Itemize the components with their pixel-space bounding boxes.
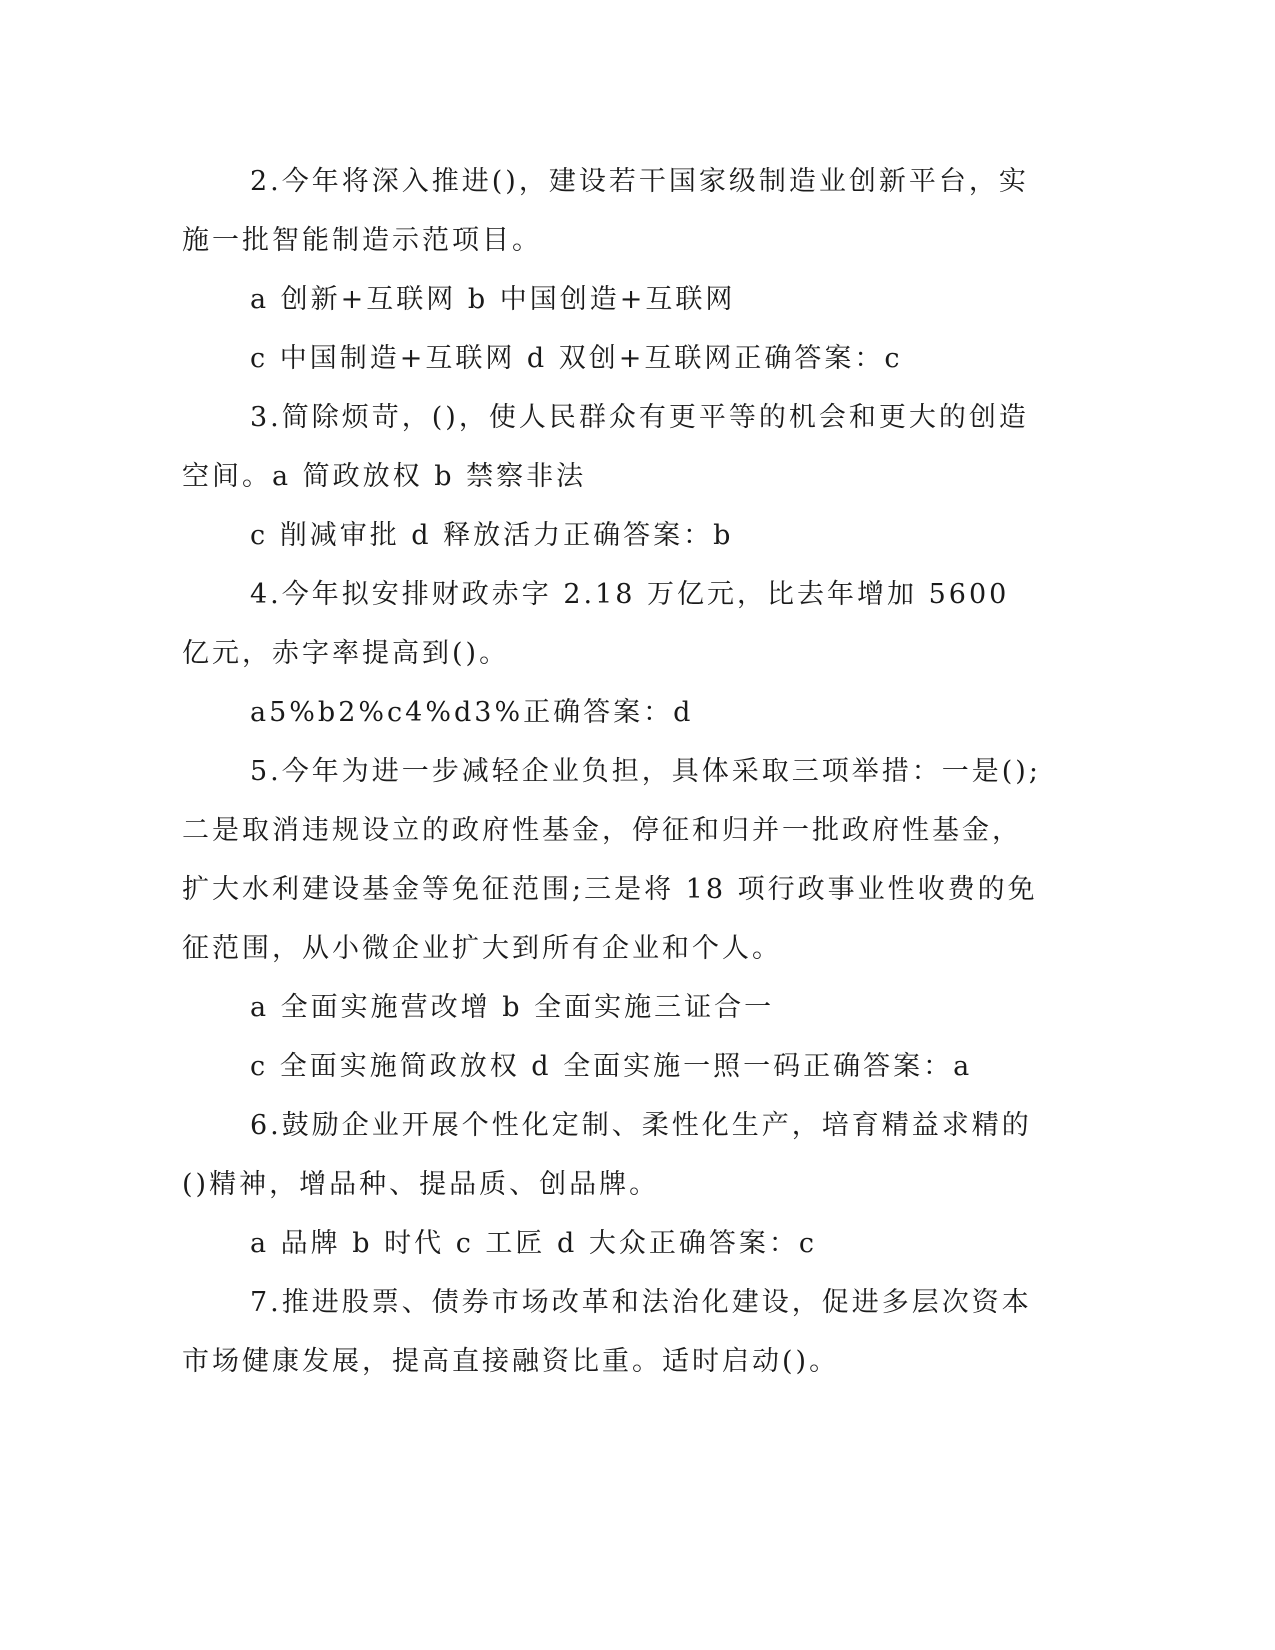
question-2-options-ab: a 创新+互联网 b 中国创造+互联网 [250,284,736,315]
question-5-stem: 5.今年为进一步减轻企业负担，具体采取三项举措：一是();二是取消违规设立的政府性基金，停征和归并一批政府性基金，扩大水利建设基金等免征范围;三是将 18 项行政事业性收费的免征范围，从小微企业扩大到所有企业和个人。 [182,756,1041,964]
question-6-options-answer: a 品牌 b 时代 c 工匠 d 大众正确答案：c [250,1228,817,1259]
document-body [182,152,1042,1391]
question-7-stem: 7.推进股票、债券市场改革和法治化建设，促进多层次资本市场健康发展，提高直接融资比重。适时启动()。 [182,1287,1032,1377]
question-6-stem: 6.鼓励企业开展个性化定制、柔性化生产，培育精益求精的()精神，增品种、提品质、创品牌。 [182,1110,1032,1200]
question-5-options-ab: a 全面实施营改增 b 全面实施三证合一 [250,992,775,1023]
question-3-stem: 3.简除烦苛，()，使人民群众有更平等的机会和更大的创造空间。a 简政放权 b 禁察非法 [182,402,1029,492]
question-3-options-cd-answer: c 削减审批 d 释放活力正确答案：b [250,520,734,551]
question-2-options-cd-answer: c 中国制造+互联网 d 双创+互联网正确答案：c [250,343,903,374]
question-4-stem: 4.今年拟安排财政赤字 2.18 万亿元，比去年增加 5600 亿元，赤字率提高到()。 [182,579,1010,669]
question-4-options-answer: a5%b2%c4%d3%正确答案：d [250,697,694,728]
question-5-options-cd-answer: c 全面实施简政放权 d 全面实施一照一码正确答案：a [250,1051,973,1082]
question-2-stem: 2.今年将深入推进()，建设若干国家级制造业创新平台，实施一批智能制造示范项目。 [182,166,1029,256]
